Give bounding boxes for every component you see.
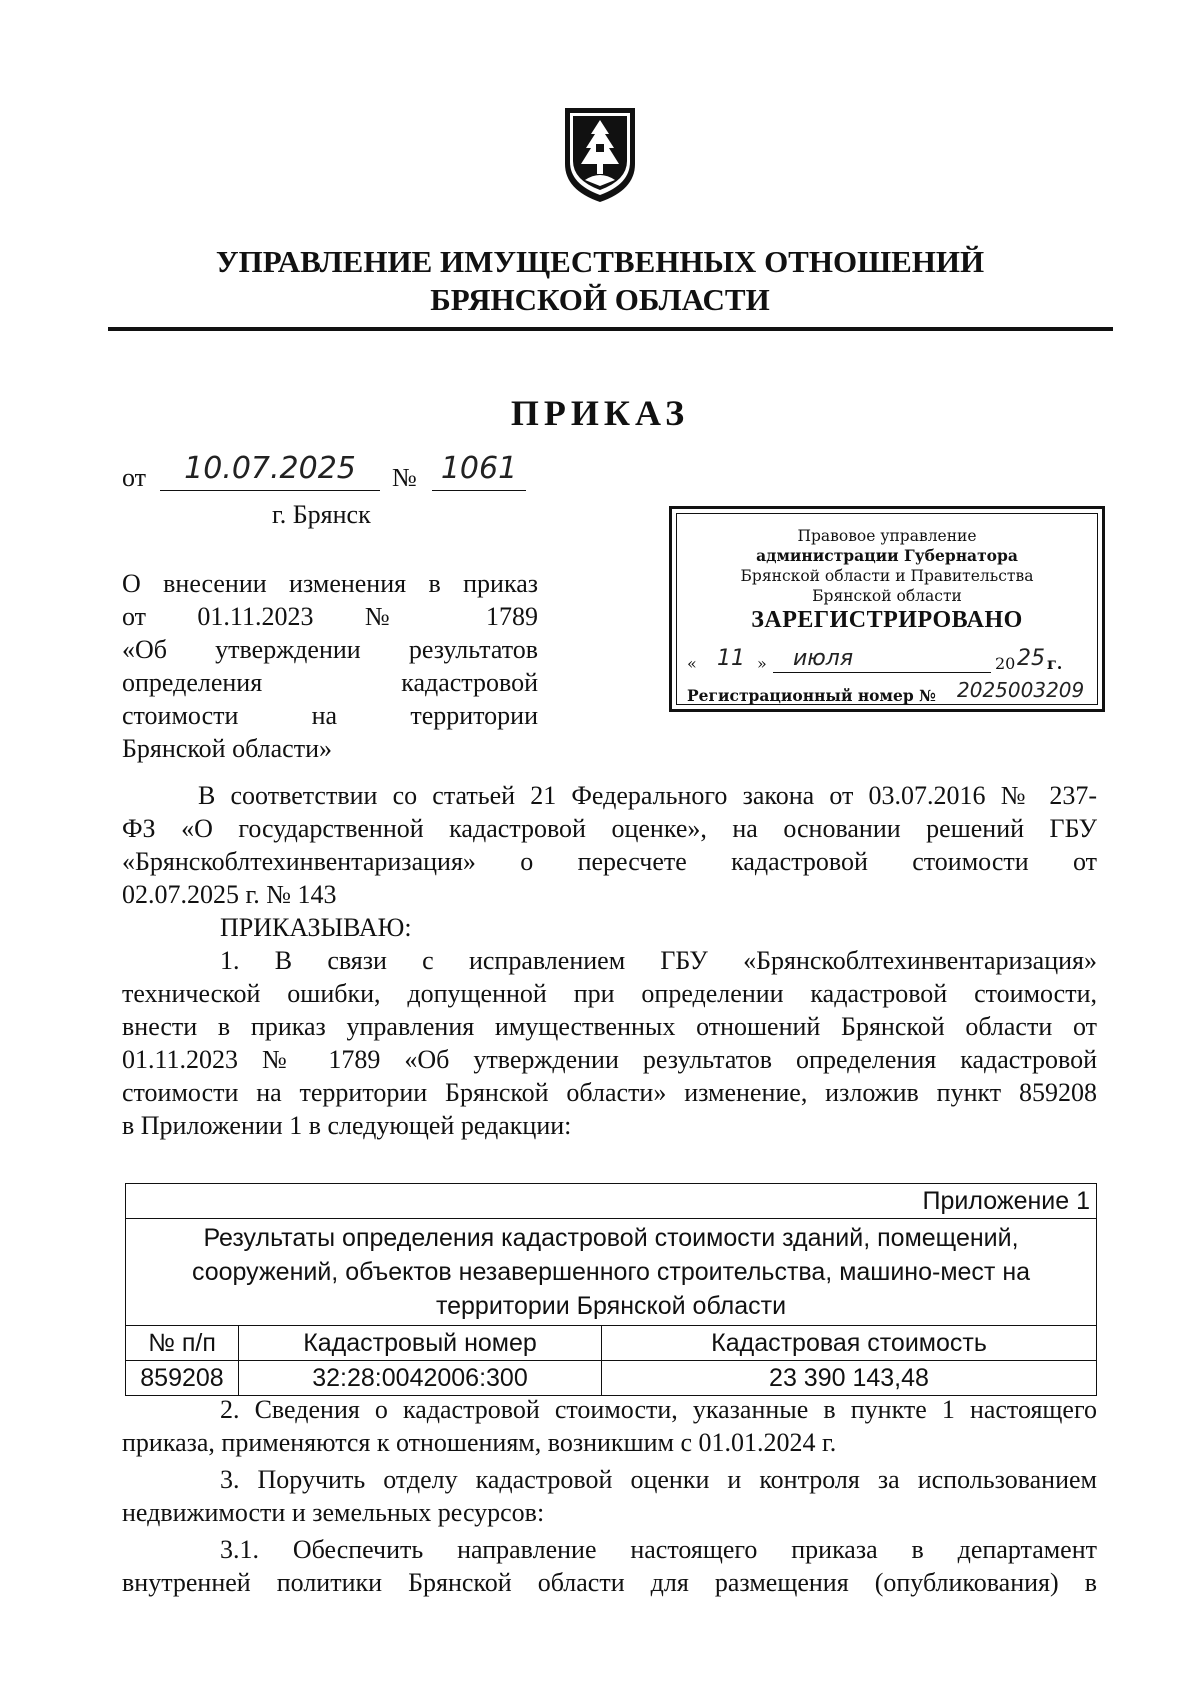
appendix-label: Приложение 1 [126,1184,1097,1219]
stamp-date-row [687,648,1097,678]
item1-line: 1. В связи с исправлением ГБУ «Брянскоблтехинвентаризация» [220,946,1097,975]
stamp-day-handwritten: 11 [717,646,745,671]
subject-line: стоимости на территории [122,701,538,730]
item2-line: 2. Сведения о кадастровой стоимости, указанные в пункте 1 настоящего [220,1395,1097,1424]
stamp-date-underline [773,672,991,673]
handwritten-date: 10.07.2025 [184,451,356,486]
preamble-line: «Брянскоблтехинвентаризация» о пересчете кадастровой стоимости от [122,847,1097,876]
stamp-quote-close: » [757,654,767,673]
document-title: ПРИКАЗ [510,393,690,433]
number-underline [432,490,526,491]
item1-line: стоимости на территории Брянской области» изменение, изложив пункт 859208 [122,1078,1097,1107]
preamble-line: 02.07.2025 г. № 143 [122,880,337,909]
table-header-row [126,1326,1097,1361]
appendix-row [126,1184,1097,1219]
stamp-reg-underline [955,704,1097,705]
item31-line: 3.1. Обеспечить направление настоящего приказа в департамент [220,1535,1097,1564]
number-label: № [392,463,417,492]
item31-line: внутренней политики Брянской области для размещения (опубликования) в [122,1568,1097,1597]
bryansk-coat-of-arms-icon [559,104,641,204]
stamp-month-handwritten: июля [792,646,854,671]
item1-line: внести в приказ управления имущественных отношений Брянской области от [122,1012,1097,1041]
item1-line: в Приложении 1 в следующей редакции: [122,1111,572,1140]
item1-line: технической ошибки, допущенной при определении кадастровой стоимости, [122,979,1097,1008]
registration-stamp [669,506,1105,712]
item2-line: приказа, применяются к отношениям, возникшим с 01.01.2024 г. [122,1428,837,1457]
stamp-quote-open: « [687,654,697,673]
city: г. Брянск [272,500,371,529]
stamp-line: администрации Губернатора [756,546,1018,565]
stamp-reg-label: Регистрационный номер № [687,686,936,705]
stamp-year-suffix: г. [1047,654,1063,673]
caption-line: Результаты определения кадастровой стоимости зданий, помещений, [203,1224,1019,1252]
header-divider [108,327,1113,331]
order-word: ПРИКАЗЫВАЮ: [220,913,412,942]
stamp-line: Брянской области [812,587,962,605]
table-row [126,1361,1097,1396]
stamp-registered: ЗАРЕГИСТРИРОВАНО [751,607,1023,633]
stamp-inner-frame [676,513,1098,705]
item3-line: недвижимости и земельных ресурсов: [122,1498,545,1527]
cadastral-value-table [125,1183,1097,1396]
caption-line: территории Брянской области [435,1292,787,1320]
org-name-line2: БРЯНСКОЙ ОБЛАСТИ [430,282,770,317]
subject-line: определения кадастровой [122,668,538,697]
preamble-line: ФЗ «О государственной кадастровой оценке», на основании решений ГБУ [122,814,1097,843]
stamp-reg-number-handwritten: 2025003209 [957,678,1085,702]
caption-row [126,1219,1097,1326]
column-header: Кадастровая стоимость [602,1326,1097,1361]
item1-line: 01.11.2023 № 1789 «Об утверждении результатов определения кадастровой [122,1045,1097,1074]
table-cell: 859208 [126,1361,239,1396]
subject-line: Брянской области» [122,734,332,763]
table-cell: 32:28:0042006:300 [239,1361,602,1396]
table-caption [126,1219,1097,1326]
subject-line: О внесении изменения в приказ [122,569,538,598]
date-underline [160,490,380,491]
table-cell: 23 390 143,48 [602,1361,1097,1396]
subject-line: «Об утверждении результатов [122,635,538,664]
stamp-line: Правовое управление [797,527,977,545]
column-header: № п/п [126,1326,239,1361]
caption-line: сооружений, объектов незавершенного строительства, машино-мест на [191,1258,1031,1286]
stamp-line: Брянской области и Правительства [740,567,1034,585]
subject-line: от 01.11.2023 № 1789 [122,602,538,631]
item3-line: 3. Поручить отделу кадастровой оценки и контроля за использованием [220,1465,1097,1494]
org-name-line1: УПРАВЛЕНИЕ ИМУЩЕСТВЕННЫХ ОТНОШЕНИЙ [215,244,985,279]
preamble-line: В соответствии со статьей 21 Федерального закона от 03.07.2016 № 237- [198,781,1097,810]
handwritten-number: 1061 [440,451,518,486]
stamp-year-prefix: 20 [995,654,1016,673]
stamp-year-handwritten: 25 [1017,646,1045,671]
column-header: Кадастровый номер [239,1326,602,1361]
date-label: от [122,463,147,492]
